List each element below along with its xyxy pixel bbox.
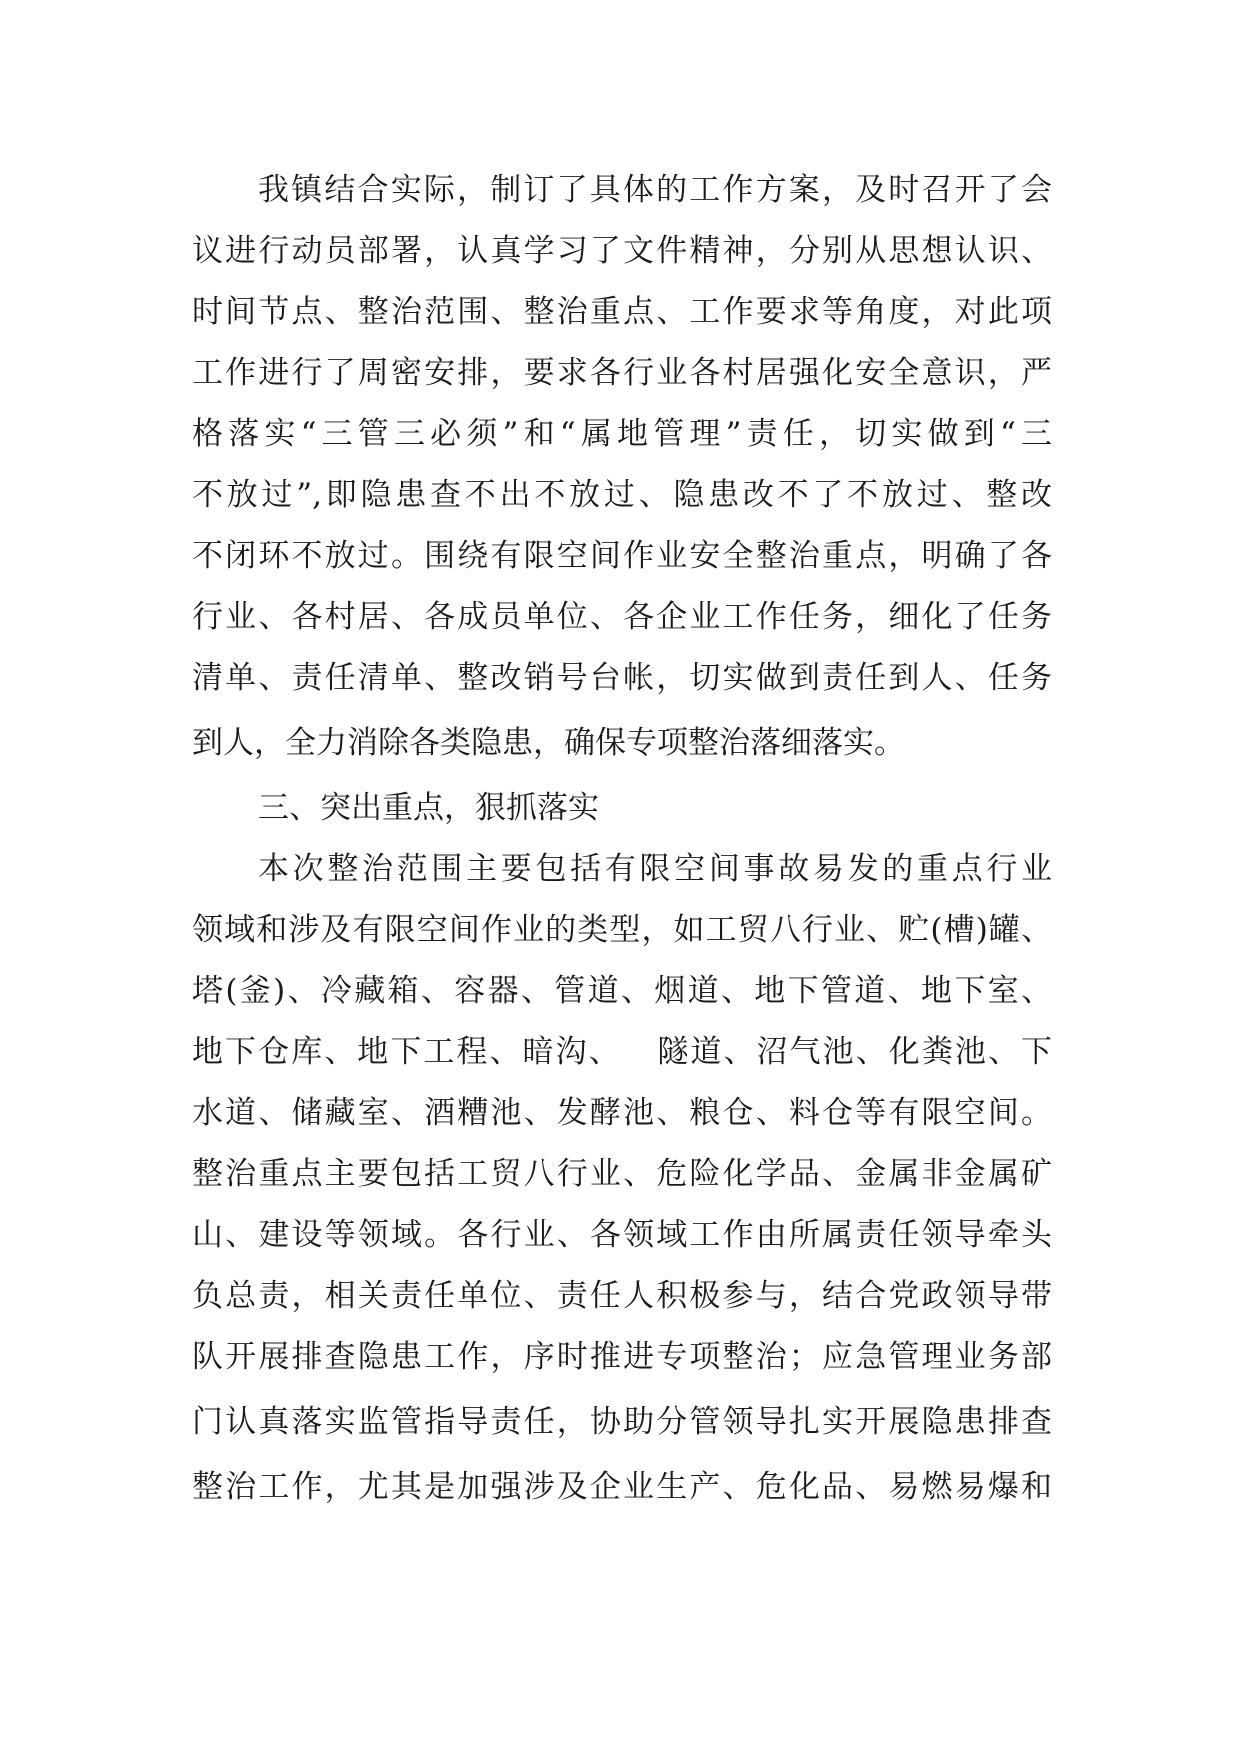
section-heading: 三、突出重点，狠抓落实 <box>258 790 599 826</box>
text-line-3: 时间节点、整治范围、整治重点、工作要求等角度，对此项 <box>192 294 1052 330</box>
text-line-12: 本次整治范围主要包括有限空间事故易发的重点行业 <box>258 851 1052 887</box>
document-body <box>192 160 1052 1518</box>
text-line-18: 山、建设等领域。各行业、各领域工作由所属责任领导牵头 <box>192 1217 1052 1253</box>
text-line-4: 工作进行了周密安排，要求各行业各村居强化安全意识，严 <box>192 355 1052 391</box>
text-line-10: 到人，全力消除各类隐患，确保专项整治落细落实。 <box>192 725 905 761</box>
text-line-16: 水道、储藏室、酒糟池、发酵池、粮仓、料仓等有限空间。 <box>192 1095 1052 1131</box>
text-line-5: 格落实“三管三必须”和“属地管理”责任，切实做到“三 <box>192 416 1052 452</box>
text-line-9: 清单、责任清单、整改销号台帐，切实做到责任到人、任务 <box>192 660 1052 696</box>
text-line-7: 不闭环不放过。围绕有限空间作业安全整治重点，明确了各 <box>192 538 1052 574</box>
text-line-13: 领域和涉及有限空间作业的类型，如工贸八行业、贮(槽)罐、 <box>192 912 1052 948</box>
text-line-20: 队开展排查隐患工作，序时推进专项整治；应急管理业务部 <box>192 1339 1052 1375</box>
text-line-1: 我镇结合实际，制订了具体的工作方案，及时召开了会 <box>258 172 1052 208</box>
text-line-8: 行业、各村居、各成员单位、各企业工作任务，细化了任务 <box>192 599 1052 635</box>
text-line-6: 不放过”,即隐患查不出不放过、隐患改不了不放过、整改 <box>192 477 1052 513</box>
text-line-19: 负总责，相关责任单位、责任人积极参与，结合党政领导带 <box>192 1278 1052 1314</box>
text-line-14: 塔(釜)、冷藏箱、容器、管道、烟道、地下管道、地下室、 <box>192 973 1052 1009</box>
text-line-2: 议进行动员部署，认真学习了文件精神，分别从思想认识、 <box>192 233 1052 269</box>
text-line-17: 整治重点主要包括工贸八行业、危险化学品、金属非金属矿 <box>192 1156 1052 1192</box>
text-line-15: 地下仓库、地下工程、暗沟、 隧道、沼气池、化粪池、下 <box>192 1034 1052 1070</box>
text-line-22: 整治工作，尤其是加强涉及企业生产、危化品、易燃易爆和 <box>192 1469 1052 1505</box>
text-line-21: 门认真落实监管指导责任，协助分管领导扎实开展隐患排查 <box>192 1404 1052 1440</box>
